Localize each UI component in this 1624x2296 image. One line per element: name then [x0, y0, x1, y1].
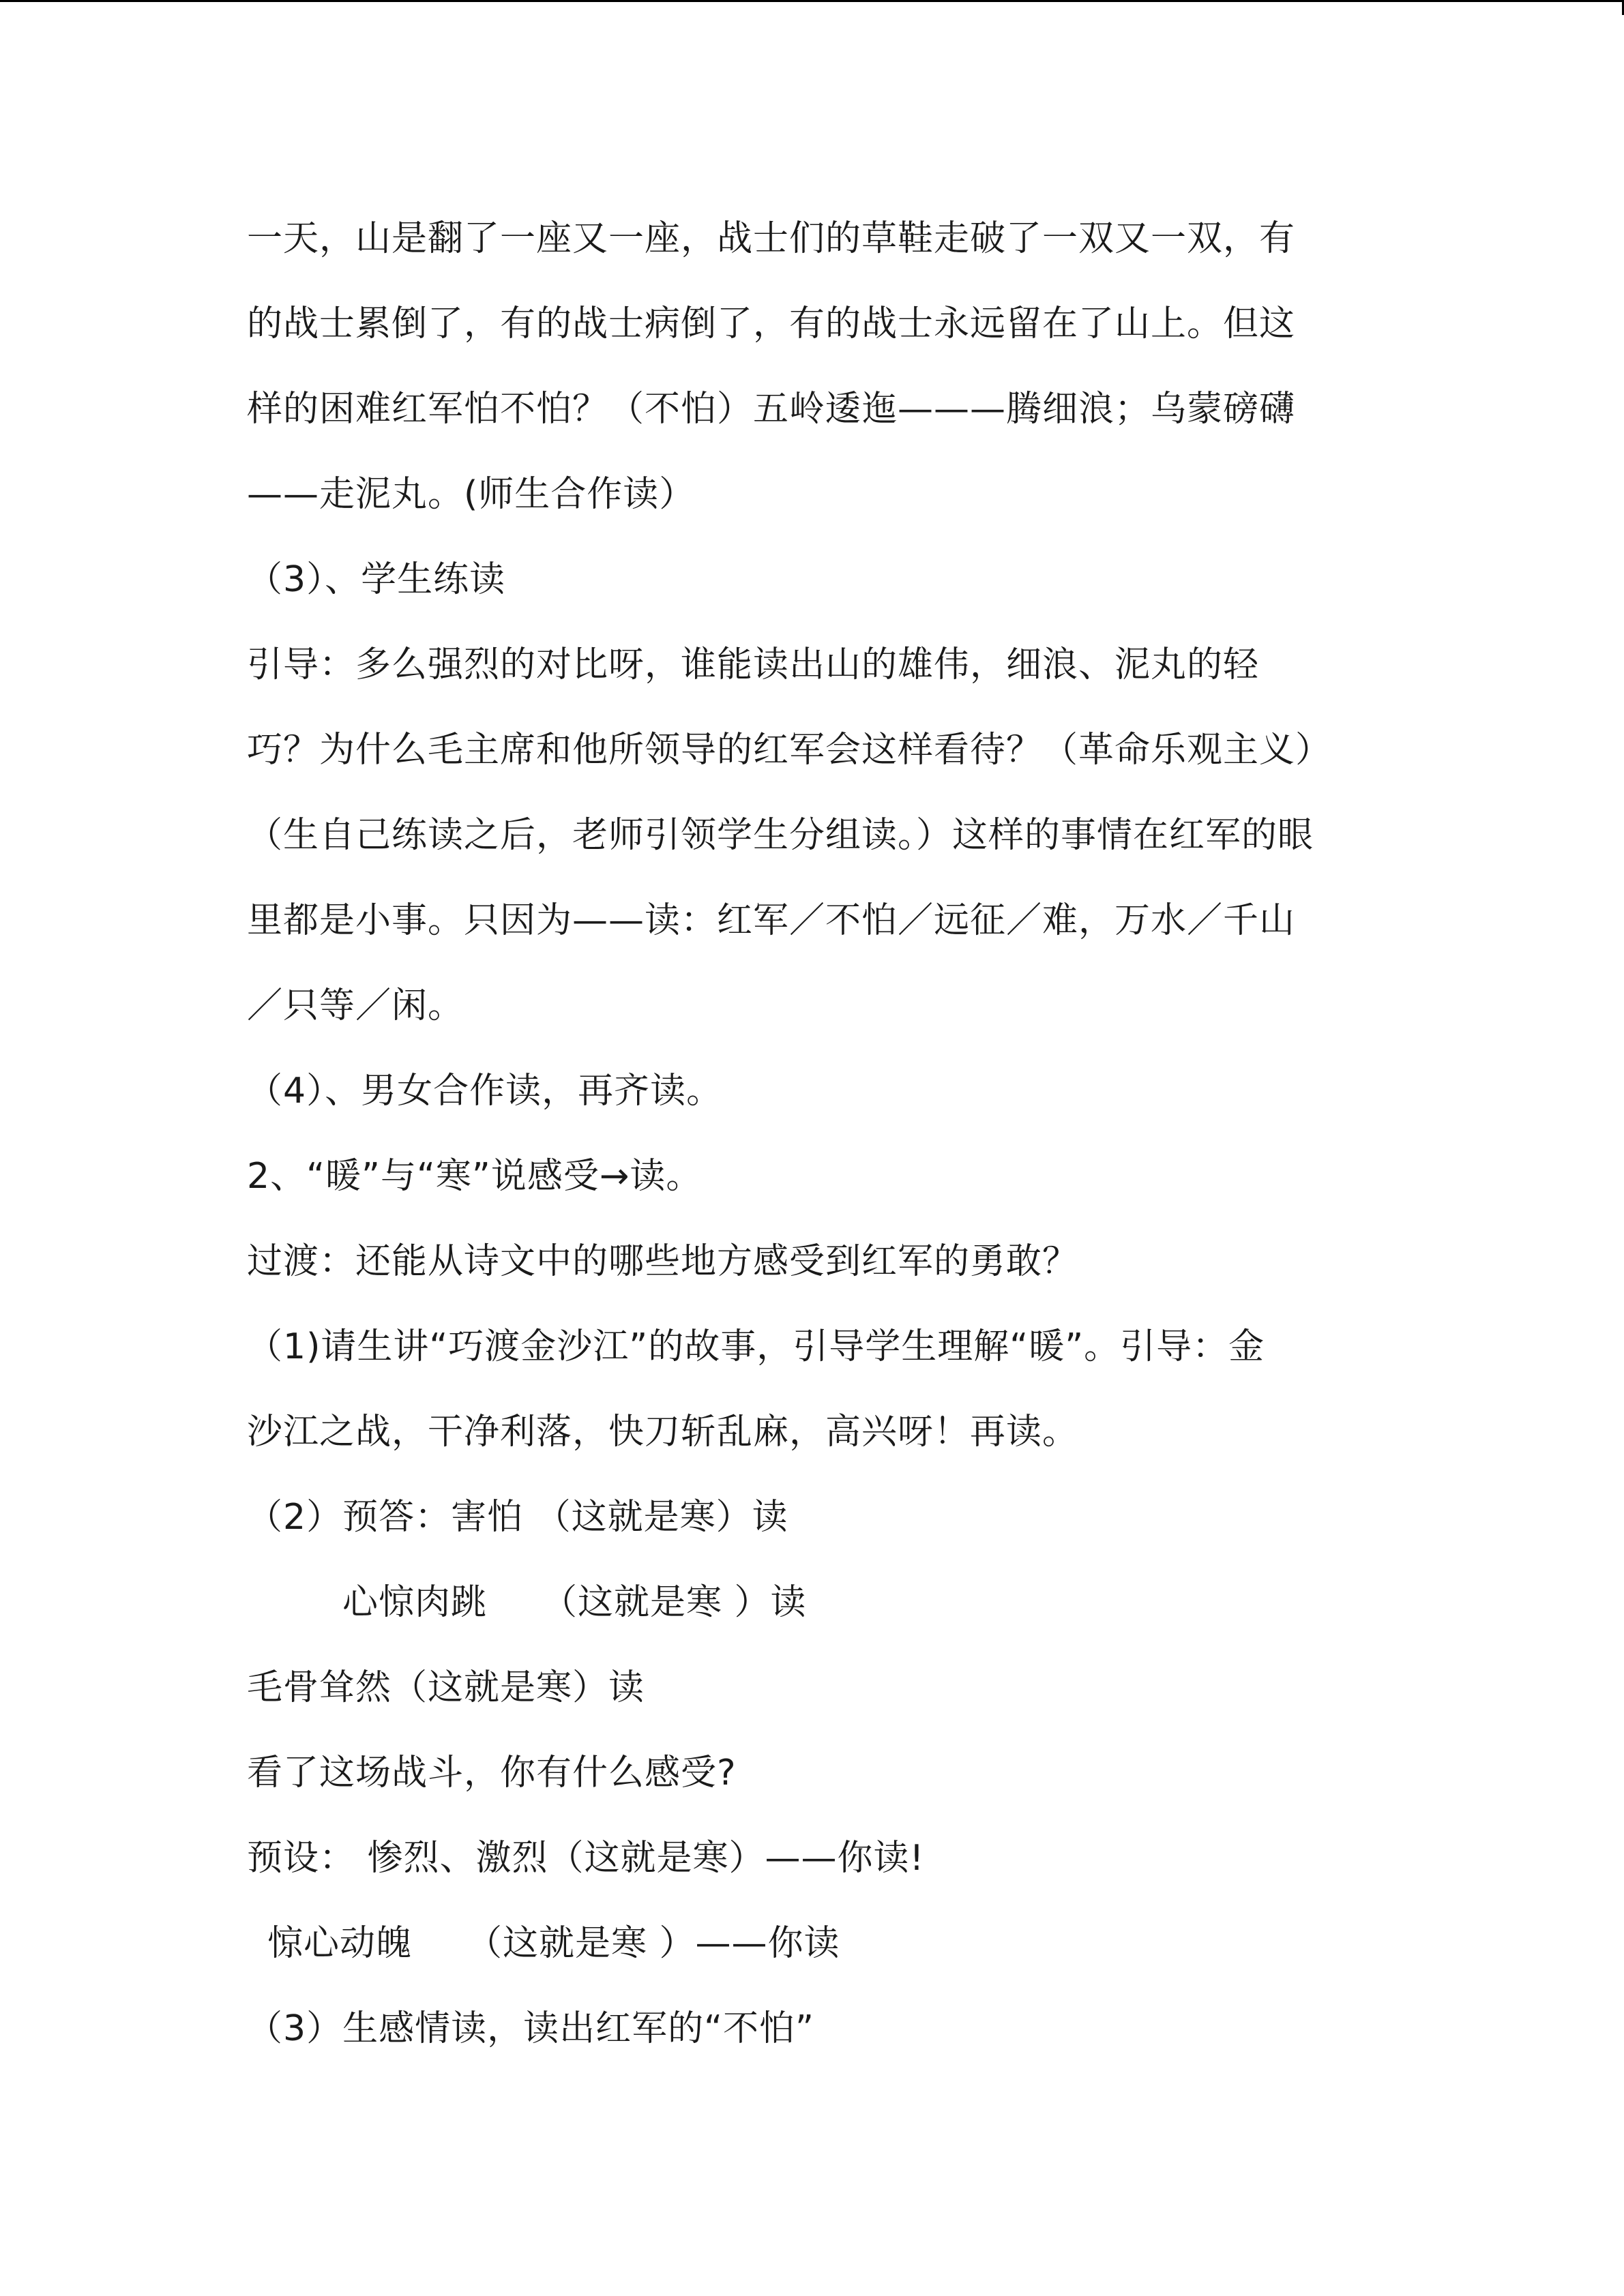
text-line-21: 惊心动魄 （这就是寒 ）——你读	[267, 1923, 840, 1964]
text-line-19: 看了这场战斗，你有什么感受?	[247, 1753, 737, 1793]
text-line-20: 预设： 惨烈、激烈（这就是寒）——你读!	[247, 1838, 925, 1879]
text-line-11: （4）、男女合作读，再齐读。	[247, 1071, 723, 1112]
text-line-17: 心惊肉跳 （这就是寒 ）读	[342, 1582, 807, 1623]
text-line-8: （生自己练读之后，老师引领学生分组读。）这样的事情在红军的眼	[247, 815, 1314, 856]
text-line-14: （1)请生讲“巧渡金沙江”的故事，引导学生理解“暖”。引导：金	[247, 1326, 1265, 1367]
text-line-12: 2、“暖”与“寒”说感受→读。	[247, 1156, 703, 1197]
text-line-13: 过渡：还能从诗文中的哪些地方感受到红军的勇敢？	[247, 1241, 1079, 1282]
text-line-3: 样的困难红军怕不怕？（不怕）五岭逶迤———腾细浪；乌蒙磅礴	[247, 389, 1296, 430]
text-line-9: 里都是小事。只因为——读：红军／不怕／远征／难，万水／千山	[247, 900, 1296, 941]
text-line-6: 引导：多么强烈的对比呀，谁能读出山的雄伟，细浪、泥丸的轻	[247, 644, 1260, 685]
text-line-15: 沙江之战，干净利落，快刀斩乱麻，高兴呀！再读。	[247, 1412, 1079, 1452]
text-line-10: ／只等／闲。	[247, 985, 464, 1026]
text-line-18: 毛骨耸然（这就是寒）读	[247, 1667, 645, 1708]
text-line-5: （3）、学生练读	[247, 559, 506, 600]
text-line-16: （2）预答：害怕 （这就是寒）读	[247, 1497, 788, 1538]
page-top-border	[0, 0, 1624, 2]
text-line-7: 巧？为什么毛主席和他所领导的红军会这样看待？（革命乐观主义）	[247, 730, 1332, 771]
text-line-22: （3）生感情读，读出红军的“不怕”	[247, 2008, 814, 2049]
text-line-2: 的战士累倒了，有的战士病倒了，有的战士永远留在了山上。但这	[247, 303, 1296, 344]
text-line-4: ——走泥丸。(师生合作读）	[247, 474, 696, 515]
text-line-1: 一天，山是翻了一座又一座，战士们的草鞋走破了一双又一双，有	[247, 218, 1296, 259]
